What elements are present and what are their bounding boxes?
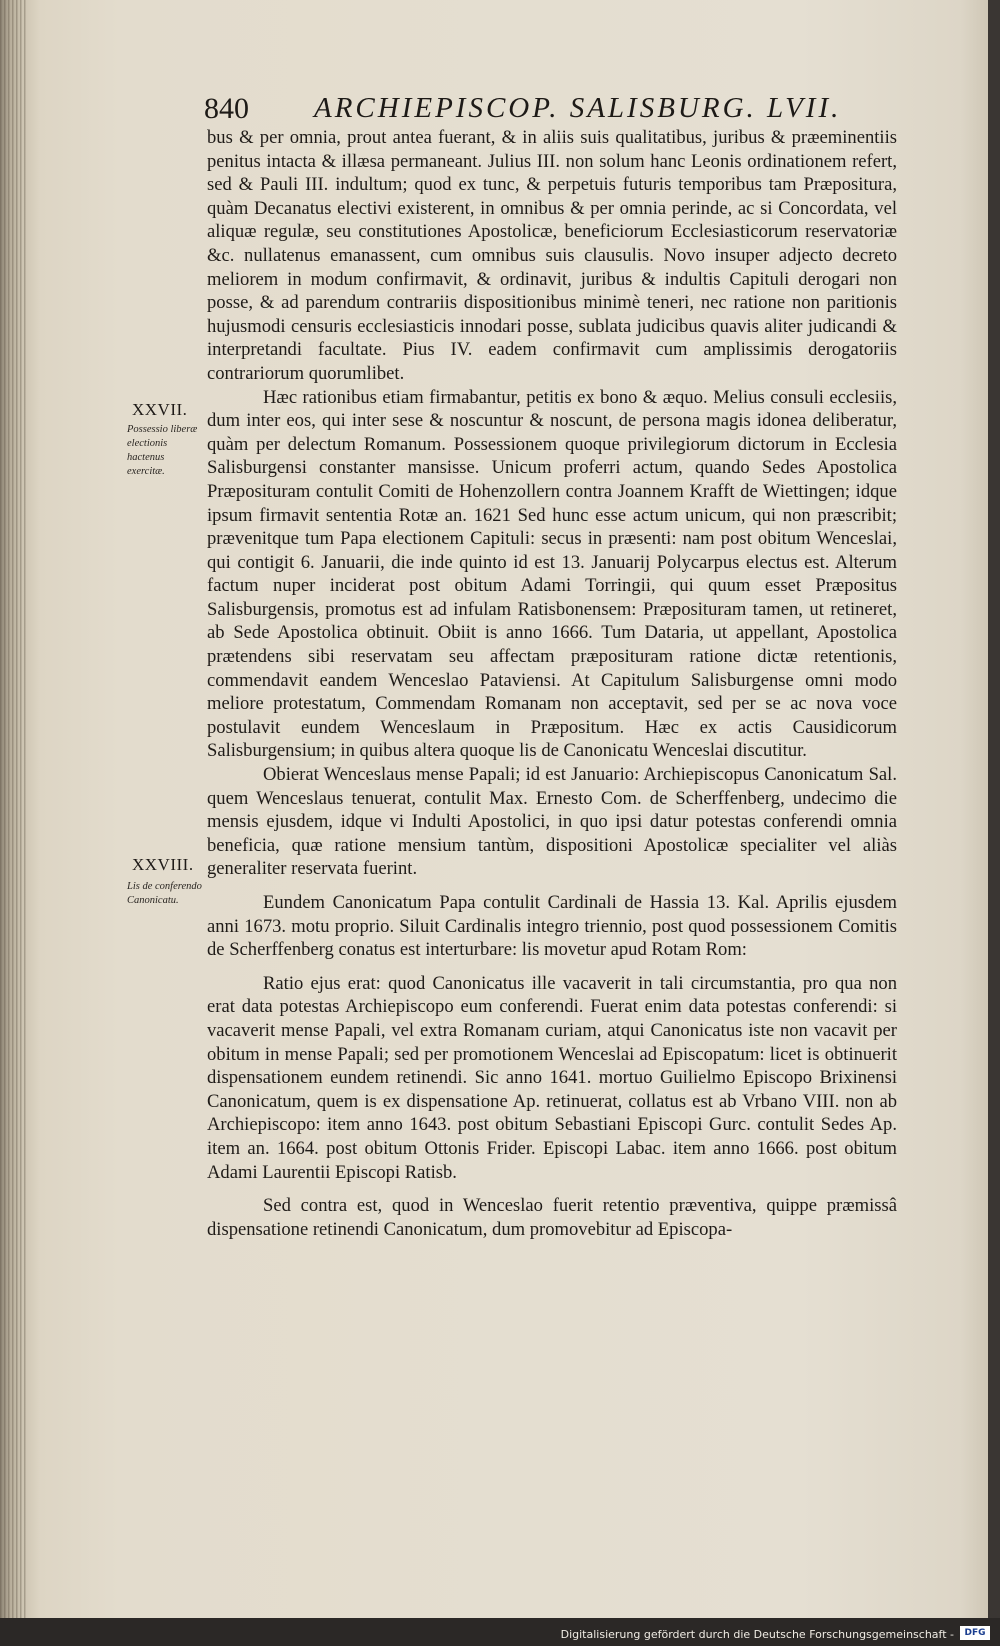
dfg-logo-icon: DFG (960, 1626, 990, 1640)
main-text (207, 126, 897, 1241)
margin-note-28: Lis de conferendo Canonicatu. (127, 881, 202, 906)
paragraph-3: Obierat Wenceslaus mense Papali; id est Januario: Archiepiscopus Canonicatum Sal. quem Wenceslaus tenuerat, contulit Max. Ernesto Com. de Scherffenberg, undecimo die mensis ejusdem, idque vi Indulti Apostolici, in quo ipsi datur potestas conferendi omnia beneficia, quæ ratione mensium tantùm, dispositioni Apostolicæ specialiter vel aliàs generaliter reservata fuerint. (207, 764, 897, 880)
paragraph-1: bus & per omnia, prout antea fuerant, & in aliis suis qualitatibus, juribus & præeminentiis penitus intacta & illæsa permaneant. Julius III. non solum hanc Leonis ordinationem refert, sed & Pauli III. indultum; quod ex tunc, & perpetuis futuris temporibus tam Præpositura, quàm Decanatus electivi existerent, in omnibus & per omnia perinde, ac si Concordata, vel aliquæ regulæ, seu constitutiones Apostolicæ, beneficiorum Ecclesiasticorum reservatoriæ &c. nullatenus emanassent, cum omnibus suis clausulis. Novo insuper adjecto decreto meliorem in modum confirmavit, & ordinavit, juribus & indultis Capituli derogari non posse, & ad parendum contrariis dispositionibus minimè teneri, nec ratione non paritionis hujusmodi censuris ecclesiasticis innodari posse, sublata judicibus quavis aliter judicandi & interpretandi facultate. Pius IV. eadem confirmavit cum amplissimis derogatoriis contrariorum quorumlibet. (207, 127, 897, 384)
paragraph-2: Hæc rationibus etiam firmabantur, petitis ex bono & æquo. Melius consuli ecclesiis, dum inter eos, qui inter sese & noscuntur & noscunt, de persona magis idonea deliberatur, quàm per delectum Romanum. Possessionem quoque privilegiorum dictorum in Ecclesia Salisburgensi constanter mansisse. Unicum proferri actum, quando Sedes Apostolica Præposituram contulit Comiti de Hohenzollern contra Joannem Krafft de Wiettingen; idque ipsum firmavit sententia Rotæ an. 1621 Sed hunc esse actum unicum, qui non præscribit; prævenitque tum Papa electionem Capituli: secus in præsenti: nam post obitum Wenceslai, qui contigit 6. Januarii, die inde quinto id est 13. Januarij Polycarpus electus est. Alterum factum nuper inciderat post obitum Adami Torringii, qui quum esset Præpositus Salisburgensis, promotus est ad infulam Ratisbonensem: Præposituram tamen, ut retineret, ab Sede Apostolica obtinuit. Obiit is anno 1666. Tum Dataria, ut appellant, Apostolica prætendens sibi reservatam seu affectam præposituram ratione dictæ retentionis, commendavit eandem Wenceslao Pataviensi. At Capitulum Salisburgense omni modo meliore protestatum, Commendam Romanam non acceptavit, sed per se ac nova voce postulavit eundem Wenceslaum in Præpositum. Hæc ex actis Causidicorum Salisburgensium; in quibus altera quoque lis de Canonicatu Wenceslai discutitur. (207, 386, 897, 762)
page-number: 840 (204, 92, 249, 125)
running-title: ARCHIEPISCOP. SALISBURG. LVII. (314, 92, 842, 124)
margin-note-27: Possessio liberæ electionis hactenus exercitæ. (127, 424, 198, 477)
footer-credit: Digitalisierung gefördert durch die Deutsche Forschungsgemeinschaft - (560, 1628, 954, 1641)
paragraph-4: Eundem Canonicatum Papa contulit Cardinali de Hassia 13. Kal. Aprilis ejusdem anni 1673. motu proprio. Siluit Cardinalis integro triennio, post quod possessionem Comitis de Scherffenberg conatus est interturbare: lis movetur apud Rotam Rom: (207, 892, 897, 961)
section-number-28: XXVIII. (132, 855, 194, 874)
paragraph-5: Ratio ejus erat: quod Canonicatus ille vacaverit in tali circumstantia, pro qua non erat data potestas Archiepiscopo eum conferendi. Fuerat enim data potestas conferendi: si vacaverit mense Papali, vel extra Romanam curiam, atqui Canonicatus iste non vacavit per obitum in mense Papali; sed per promotionem Wenceslai ad Episcopatum: licet is obtinuerit dispensationem eundem retinendi. Sic anno 1641. mortuo Guilielmo Episcopo Brixinensi Canonicatum, quem is ex dispensatione Ap. retinuerat, collatus est ab Vrbano VIII. non ab Archiepiscopo: item anno 1643. post obitum Sebastiani Episcopi Gurc. contulit Sedes Ap. item an. 1664. post obitum Ottonis Frider. Episcopi Labac. item anno 1666. post obitum Adami Laurentii Episcopi Ratisb. (207, 972, 897, 1183)
page-edge (0, 0, 28, 1618)
section-number-27: XXVII. (132, 400, 188, 419)
paragraph-6: Sed contra est, quod in Wenceslao fuerit retentio præventiva, quippe præmissâ dispensatione retinendi Canonicatum, dum promovebitur ad Episcopa- (207, 1195, 897, 1240)
